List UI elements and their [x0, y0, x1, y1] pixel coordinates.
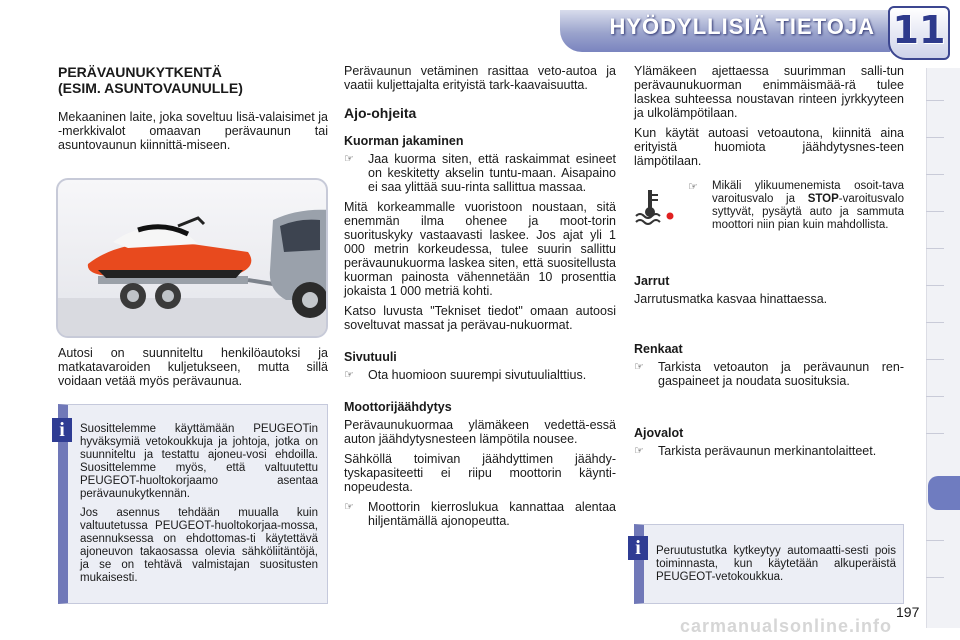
paragraph: Autosi on suunniteltu henkilöautoksi ja matkatavaroiden kuljetukseen, mutta sillä voidaan vetää myös perävaunua.: [58, 346, 328, 388]
info-text: Peruutustutka kytkeytyy automaatti-sesti pois toiminnasta, kun käytetään alkuperäistä PEUGEOT-vetokoukkua.: [656, 545, 896, 583]
towing-illustration: [56, 178, 328, 338]
paragraph: Mitä korkeammalle vuoristoon noustaan, sitä enemmän ilma ohenee ja moot-torin suorituskyky vastaavasti laskee. Jos ajat yli 1 000 metrin korkeudessa, tulee suurin sallittu perävaunukuorma laskea siten, että suositellusta kuorman painosta vähennetään 10 prosenttia jokaista 1 000 metriä kohti.: [344, 200, 616, 298]
chapter-tab[interactable]: [926, 211, 944, 212]
watermark: carmanualsonline.info: [680, 616, 893, 636]
info-text: [80, 423, 318, 585]
pointer-icon: ☞: [634, 360, 644, 373]
info-box: [58, 404, 328, 604]
section-heading: Ajo-ohjeita: [344, 105, 417, 121]
column-left-lower: [58, 346, 328, 394]
column-left: [58, 64, 328, 158]
subsection-heading: Ajovalot: [634, 426, 684, 440]
column-right: [634, 64, 904, 174]
chapter-tab[interactable]: [926, 322, 944, 323]
paragraph: Katso luvusta "Tekniset tiedot" omaan autoosi soveltuvat massat ja perävau-nukuormat.: [344, 304, 616, 332]
coolant-temperature-icon: [634, 186, 674, 226]
chapter-tab-active[interactable]: [928, 476, 960, 510]
subsection-heading: Kuorman jakaminen: [344, 134, 464, 148]
text-fragment: -varoitusvalo syttyvät, pysäytä auto ja sammuta moottori niin pian kuin mahdollista.: [712, 193, 904, 231]
list-item: [344, 152, 616, 194]
chapter-tab[interactable]: [926, 248, 944, 249]
pointer-icon: ☞: [634, 444, 644, 457]
section-heading: [58, 64, 328, 96]
info-paragraph: Jos asennus tehdään muualla kuin valtuutetussa PEUGEOT-huoltokorjaa-mossa, asennuksessa on ehdottomas-ti käytettävä ajoneuvon takaosassa olevia sähköliitäntöjä, ja se on tehtävä valmistajan suositusten mukaisesti.: [80, 507, 318, 584]
subsection-heading: Sivutuuli: [344, 350, 397, 364]
list-item: [688, 180, 904, 232]
info-icon: i: [52, 418, 72, 442]
chapter-tab[interactable]: [926, 433, 944, 434]
paragraph: Kun käytät autoasi vetoautona, kiinnitä aina erityistä huomiota jäähdytysnes-teen lämpötilaan.: [634, 126, 904, 168]
list-item: [634, 360, 904, 388]
list-item-text: Tarkista perävaunun merkinantolaitteet.: [658, 444, 877, 458]
paragraph: Perävaunukuormaa ylämäkeen vedettä-essä auton jäähdytysnesteen lämpötila nousee.: [344, 418, 616, 446]
paragraph: Jarrutusmatka kasvaa hinattaessa.: [634, 292, 828, 306]
car-towing-jetski-trailer: [58, 180, 328, 338]
chapter-tab[interactable]: [926, 285, 944, 286]
list-item: [344, 368, 616, 382]
pointer-icon: ☞: [344, 152, 354, 165]
paragraph: Perävaunun vetäminen rasittaa veto-autoa ja vaatii kuljettajalta erityistä tark-kaavaisuutta.: [344, 64, 616, 92]
chapter-number: 11: [892, 8, 946, 52]
chapter-tab[interactable]: [926, 100, 944, 101]
chapter-tab-rail: [926, 68, 960, 628]
chapter-tab[interactable]: [926, 396, 944, 397]
pointer-icon: ☞: [344, 500, 354, 513]
list-item-text: Ota huomioon suurempi sivutuulialttius.: [368, 368, 587, 382]
pointer-icon: ☞: [688, 180, 698, 193]
list-item-text: Moottorin kierroslukua kannattaa alentaa hiljentämällä ajonopeutta.: [368, 500, 616, 528]
stop-label: STOP: [807, 193, 839, 205]
paragraph: Ylämäkeen ajettaessa suurimman salli-tun perävaunukuorman enimmäismää-rä tulee laskea suhteessa noustavan rinteen jyrkkyyteen ja ulkolämpötilaan.: [634, 64, 904, 120]
text-fragment: Mikäli ylikuumenemista osoit-tava varoitusvalo ja: [712, 180, 904, 205]
chapter-tab[interactable]: [926, 137, 944, 138]
chapter-tab[interactable]: [926, 174, 944, 175]
page-number: 197: [896, 604, 920, 620]
warning-note: [688, 180, 904, 238]
paragraph: Sähköllä toimivan jäähdyttimen jäähdy-tyskapasiteetti ei riipu moottorin käynti-nopeudesta.: [344, 452, 616, 494]
subsection-heading: Jarrut: [634, 274, 670, 288]
heading-line: PERÄVAUNUKYTKENTÄ: [58, 64, 222, 80]
list-item: [344, 500, 616, 528]
list-item-text: [712, 180, 904, 232]
list-item: [634, 444, 904, 458]
subsection-heading: Moottorijäähdytys: [344, 400, 452, 414]
column-right-lower: [634, 274, 904, 464]
intro-paragraph: Mekaaninen laite, joka soveltuu lisä-valaisimet ja -merkkivalot omaavan perävaunun tai asuntovaunun kiinnittä-miseen.: [58, 110, 328, 152]
page-title: HYÖDYLLISIÄ TIETOJA: [609, 14, 875, 39]
column-middle: [344, 64, 616, 534]
info-box: [634, 524, 904, 604]
list-item-text: Tarkista vetoauton ja perävaunun ren-gaspaineet ja noudata suosituksia.: [658, 360, 904, 388]
chapter-tab[interactable]: [926, 359, 944, 360]
chapter-tab[interactable]: [926, 540, 944, 541]
subsection-heading: Renkaat: [634, 342, 683, 356]
heading-line: (ESIM. ASUNTOVAUNULLE): [58, 80, 243, 96]
chapter-tab[interactable]: [926, 577, 944, 578]
list-item-text: Jaa kuorma siten, että raskaimmat esineet on keskitetty akselin tuntu-maan. Aisapaino ei saa ylittää suu-rinta sallittua massaa.: [368, 152, 616, 194]
info-icon: i: [628, 536, 648, 560]
pointer-icon: ☞: [344, 368, 354, 381]
info-paragraph: Suosittelemme käyttämään PEUGEOTin hyväksymiä vetokoukkuja ja johtoja, jotka on suunniteltu ja testattu ajoneu-vosi ehdoilla. Suosittelemme myös, että valtuutettu PEUGEOT-huoltokorjaamo asentaa perävaunukytkennän.: [80, 423, 318, 500]
